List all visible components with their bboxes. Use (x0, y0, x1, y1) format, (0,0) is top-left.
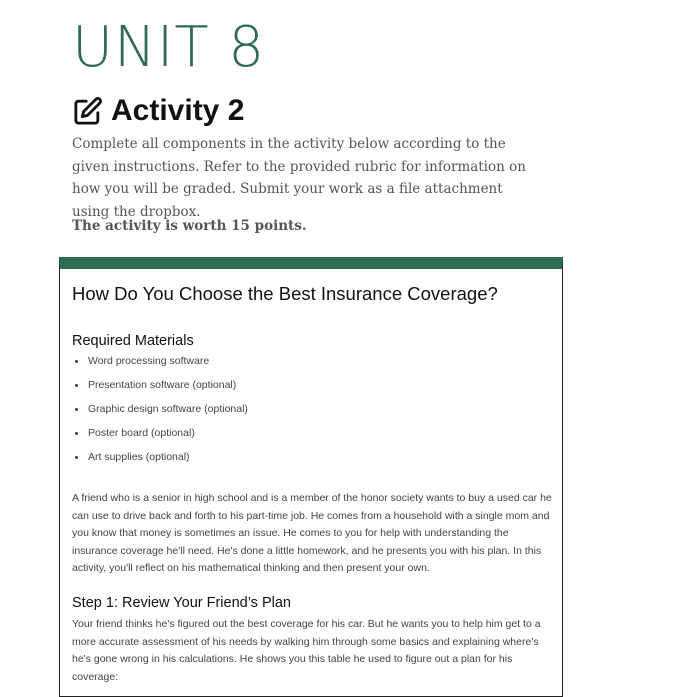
materials-list (72, 349, 248, 469)
list-item: Art supplies (optional) (72, 445, 248, 469)
activity-card (59, 257, 563, 697)
list-item: Graphic design software (optional) (72, 397, 248, 421)
materials-heading: Required Materials (72, 333, 194, 349)
unit-title: UNIT 8 (72, 15, 266, 80)
step1-paragraph: Your friend thinks he's figured out the best coverage for his car. But he wants you to help him get to a more accurate assessment of his needs by walking him through some basics and explaining where's he's gone wrong in his calculations. He shows you this table he used to figure out a plan for his coverage: (72, 618, 541, 683)
list-item: Presentation software (optional) (72, 373, 248, 397)
activity-title: Activity 2 (111, 94, 245, 127)
list-item: Poster board (optional) (72, 421, 248, 445)
points-note: The activity is worth 15 points. (72, 218, 307, 234)
step1-heading: Step 1: Review Your Friend’s Plan (72, 595, 291, 611)
card-title: How Do You Choose the Best Insurance Coverage? (72, 283, 498, 304)
activity-instructions: Complete all components in the activity below according to the given instructions. Refer to the provided rubric for information on how you will be graded. Submit your work as a file attachment using the dropbox. (72, 136, 526, 220)
list-item: Word processing software (72, 349, 248, 373)
scenario-paragraph: A friend who is a senior in high school and is a member of the honor society wants to buy a used car he can use to drive back and forth to his part-time job. He comes from a household with a single mom and you know that money is sometimes an issue. He comes to you for help with understanding the insurance coverage he'll need. He's done a little homework, and he presents you with his plan. In this activity, you'll reflect on his mathematical thinking and then present your own. (72, 492, 552, 574)
activity-heading (72, 94, 244, 128)
edit-square-icon (72, 96, 103, 127)
